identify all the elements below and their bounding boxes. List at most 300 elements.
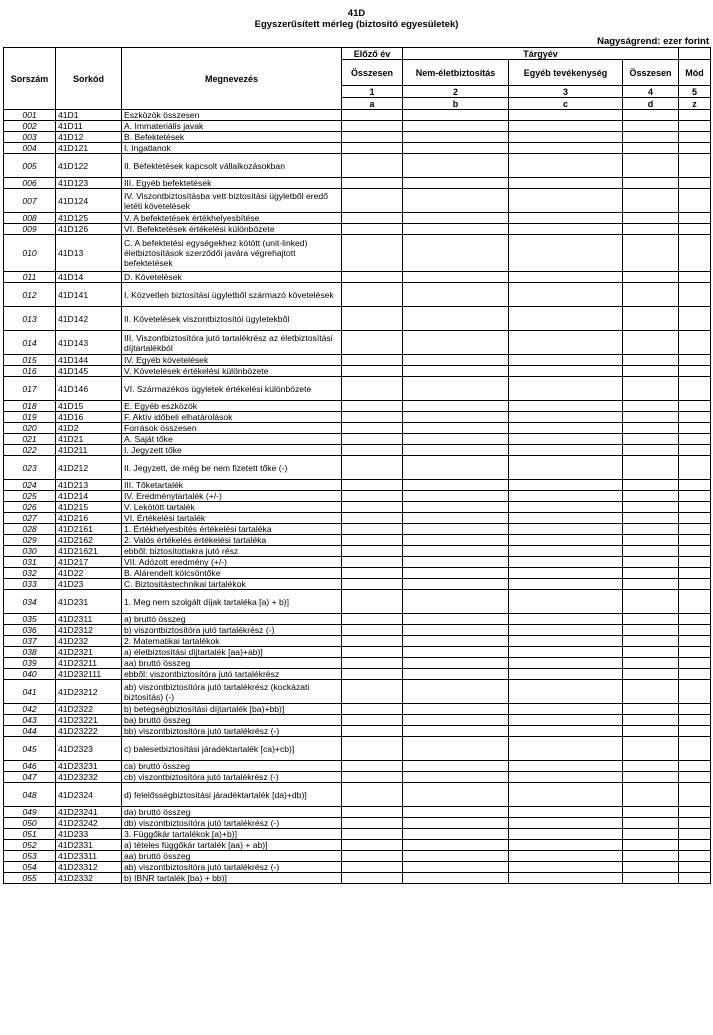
value-cell[interactable] — [342, 456, 403, 480]
value-cell[interactable] — [403, 761, 509, 772]
value-cell[interactable] — [509, 423, 623, 434]
value-cell[interactable] — [679, 366, 711, 377]
value-cell[interactable] — [623, 377, 679, 401]
value-cell[interactable] — [509, 331, 623, 355]
value-cell[interactable] — [403, 154, 509, 178]
value-cell[interactable] — [342, 272, 403, 283]
value-cell[interactable] — [679, 873, 711, 884]
value-cell[interactable] — [342, 213, 403, 224]
row-number: 015 — [4, 355, 56, 366]
value-cell[interactable] — [342, 726, 403, 737]
value-cell[interactable] — [509, 445, 623, 456]
value-cell[interactable] — [509, 658, 623, 669]
value-cell[interactable] — [623, 658, 679, 669]
value-cell[interactable] — [623, 647, 679, 658]
value-cell[interactable] — [679, 579, 711, 590]
value-cell[interactable] — [342, 235, 403, 272]
value-cell[interactable] — [403, 557, 509, 568]
value-cell[interactable] — [679, 412, 711, 423]
value-cell[interactable] — [679, 355, 711, 366]
value-cell[interactable] — [342, 590, 403, 614]
value-cell[interactable] — [623, 143, 679, 154]
value-cell[interactable] — [623, 761, 679, 772]
value-cell[interactable] — [509, 579, 623, 590]
value-cell[interactable] — [623, 625, 679, 636]
value-cell[interactable] — [623, 423, 679, 434]
row-number: 008 — [4, 213, 56, 224]
value-cell[interactable] — [509, 873, 623, 884]
value-cell[interactable] — [623, 772, 679, 783]
value-cell[interactable] — [509, 213, 623, 224]
value-cell[interactable] — [403, 307, 509, 331]
value-cell[interactable] — [679, 851, 711, 862]
row-number: 010 — [4, 235, 56, 272]
value-cell[interactable] — [509, 851, 623, 862]
value-cell[interactable] — [403, 423, 509, 434]
value-cell[interactable] — [403, 132, 509, 143]
value-cell[interactable] — [623, 873, 679, 884]
value-cell[interactable] — [623, 524, 679, 535]
value-cell[interactable] — [509, 513, 623, 524]
row-name: B. Befektetések — [122, 132, 342, 143]
row-code: 41D23212 — [56, 680, 122, 704]
value-cell[interactable] — [679, 546, 711, 557]
value-cell[interactable] — [623, 110, 679, 121]
value-cell[interactable] — [623, 366, 679, 377]
table-row — [4, 143, 711, 154]
value-cell[interactable] — [623, 235, 679, 272]
value-cell[interactable] — [403, 272, 509, 283]
value-cell[interactable] — [679, 704, 711, 715]
value-cell[interactable] — [679, 737, 711, 761]
value-cell[interactable] — [403, 121, 509, 132]
value-cell[interactable] — [403, 818, 509, 829]
value-cell[interactable] — [342, 307, 403, 331]
value-cell[interactable] — [403, 235, 509, 272]
value-cell[interactable] — [403, 331, 509, 355]
value-cell[interactable] — [342, 132, 403, 143]
value-cell[interactable] — [342, 331, 403, 355]
value-cell[interactable] — [509, 590, 623, 614]
value-cell[interactable] — [623, 272, 679, 283]
value-cell[interactable] — [403, 502, 509, 513]
row-name: C. Biztosítástechnikai tartalékok — [122, 579, 342, 590]
value-cell[interactable] — [342, 818, 403, 829]
value-cell[interactable] — [403, 851, 509, 862]
value-cell[interactable] — [403, 110, 509, 121]
value-cell[interactable] — [623, 636, 679, 647]
value-cell[interactable] — [623, 726, 679, 737]
value-cell[interactable] — [679, 178, 711, 189]
value-cell[interactable] — [403, 456, 509, 480]
value-cell[interactable] — [679, 783, 711, 807]
value-cell[interactable] — [403, 401, 509, 412]
value-cell[interactable] — [623, 154, 679, 178]
value-cell[interactable] — [342, 445, 403, 456]
value-cell[interactable] — [403, 412, 509, 423]
value-cell[interactable] — [623, 862, 679, 873]
value-cell[interactable] — [342, 761, 403, 772]
value-cell[interactable] — [679, 647, 711, 658]
value-cell[interactable] — [623, 807, 679, 818]
value-cell[interactable] — [403, 840, 509, 851]
value-cell[interactable] — [623, 818, 679, 829]
value-cell[interactable] — [509, 401, 623, 412]
value-cell[interactable] — [679, 235, 711, 272]
value-cell[interactable] — [679, 377, 711, 401]
value-cell[interactable] — [679, 224, 711, 235]
value-cell[interactable] — [623, 851, 679, 862]
value-cell[interactable] — [679, 121, 711, 132]
value-cell[interactable] — [403, 614, 509, 625]
value-cell[interactable] — [679, 818, 711, 829]
value-cell[interactable] — [342, 737, 403, 761]
value-cell[interactable] — [403, 213, 509, 224]
value-cell[interactable] — [623, 669, 679, 680]
value-cell[interactable] — [342, 121, 403, 132]
value-cell[interactable] — [342, 568, 403, 579]
value-cell[interactable] — [403, 434, 509, 445]
value-cell[interactable] — [403, 647, 509, 658]
value-cell[interactable] — [342, 224, 403, 235]
value-cell[interactable] — [342, 143, 403, 154]
value-cell[interactable] — [342, 502, 403, 513]
value-cell[interactable] — [342, 625, 403, 636]
value-cell[interactable] — [403, 377, 509, 401]
value-cell[interactable] — [623, 546, 679, 557]
value-cell[interactable] — [342, 704, 403, 715]
value-cell[interactable] — [509, 783, 623, 807]
value-cell[interactable] — [679, 110, 711, 121]
value-cell[interactable] — [679, 614, 711, 625]
value-cell[interactable] — [623, 445, 679, 456]
value-cell[interactable] — [403, 625, 509, 636]
col-letter: d — [623, 98, 679, 110]
value-cell[interactable] — [679, 456, 711, 480]
value-cell[interactable] — [679, 491, 711, 502]
value-cell[interactable] — [509, 377, 623, 401]
value-cell[interactable] — [679, 568, 711, 579]
value-cell[interactable] — [623, 331, 679, 355]
row-code: 41D146 — [56, 377, 122, 401]
value-cell[interactable] — [403, 658, 509, 669]
value-cell[interactable] — [342, 614, 403, 625]
value-cell[interactable] — [623, 579, 679, 590]
value-cell[interactable] — [509, 568, 623, 579]
row-number: 009 — [4, 224, 56, 235]
value-cell[interactable] — [342, 535, 403, 546]
value-cell[interactable] — [342, 636, 403, 647]
value-cell[interactable] — [403, 491, 509, 502]
value-cell[interactable] — [679, 590, 711, 614]
value-cell[interactable] — [509, 154, 623, 178]
value-cell[interactable] — [679, 480, 711, 491]
value-cell[interactable] — [403, 568, 509, 579]
value-cell[interactable] — [509, 807, 623, 818]
row-code: 41D21 — [56, 434, 122, 445]
value-cell[interactable] — [623, 513, 679, 524]
value-cell[interactable] — [403, 355, 509, 366]
value-cell[interactable] — [623, 704, 679, 715]
row-code: 41D23222 — [56, 726, 122, 737]
value-cell[interactable] — [679, 726, 711, 737]
value-cell[interactable] — [623, 189, 679, 213]
value-cell[interactable] — [679, 761, 711, 772]
table-row — [4, 154, 711, 178]
value-cell[interactable] — [342, 658, 403, 669]
value-cell[interactable] — [342, 355, 403, 366]
row-name: Eszközök összesen — [122, 110, 342, 121]
value-cell[interactable] — [342, 680, 403, 704]
value-cell[interactable] — [509, 862, 623, 873]
value-cell[interactable] — [342, 434, 403, 445]
value-cell[interactable] — [679, 213, 711, 224]
value-cell[interactable] — [679, 272, 711, 283]
value-cell[interactable] — [509, 307, 623, 331]
value-cell[interactable] — [403, 535, 509, 546]
value-cell[interactable] — [679, 423, 711, 434]
value-cell[interactable] — [403, 590, 509, 614]
value-cell[interactable] — [679, 401, 711, 412]
value-cell[interactable] — [342, 412, 403, 423]
value-cell[interactable] — [342, 772, 403, 783]
row-number: 013 — [4, 307, 56, 331]
value-cell[interactable] — [509, 625, 623, 636]
value-cell[interactable] — [403, 772, 509, 783]
value-cell[interactable] — [623, 535, 679, 546]
value-cell[interactable] — [509, 412, 623, 423]
row-name: VI. Befektetések értékelési különbözete — [122, 224, 342, 235]
value-cell[interactable] — [403, 178, 509, 189]
value-cell[interactable] — [403, 366, 509, 377]
row-number: 051 — [4, 829, 56, 840]
value-cell[interactable] — [509, 189, 623, 213]
value-cell[interactable] — [679, 829, 711, 840]
value-cell[interactable] — [509, 726, 623, 737]
value-cell[interactable] — [403, 283, 509, 307]
value-cell[interactable] — [509, 283, 623, 307]
value-cell[interactable] — [623, 783, 679, 807]
row-name: aa) bruttó összeg — [122, 658, 342, 669]
value-cell[interactable] — [509, 557, 623, 568]
value-cell[interactable] — [403, 737, 509, 761]
value-cell[interactable] — [342, 647, 403, 658]
value-cell[interactable] — [509, 366, 623, 377]
value-cell[interactable] — [679, 669, 711, 680]
value-cell[interactable] — [509, 737, 623, 761]
row-code: 41D215 — [56, 502, 122, 513]
value-cell[interactable] — [679, 840, 711, 851]
value-cell[interactable] — [509, 434, 623, 445]
value-cell[interactable] — [342, 423, 403, 434]
value-cell[interactable] — [403, 546, 509, 557]
value-cell[interactable] — [679, 502, 711, 513]
value-cell[interactable] — [623, 557, 679, 568]
value-cell[interactable] — [509, 715, 623, 726]
value-cell[interactable] — [342, 546, 403, 557]
value-cell[interactable] — [403, 807, 509, 818]
value-cell[interactable] — [342, 807, 403, 818]
value-cell[interactable] — [403, 224, 509, 235]
value-cell[interactable] — [403, 669, 509, 680]
value-cell[interactable] — [509, 491, 623, 502]
row-number: 017 — [4, 377, 56, 401]
value-cell[interactable] — [509, 680, 623, 704]
value-cell[interactable] — [623, 132, 679, 143]
value-cell[interactable] — [509, 132, 623, 143]
value-cell[interactable] — [342, 154, 403, 178]
value-cell[interactable] — [509, 121, 623, 132]
value-cell[interactable] — [342, 862, 403, 873]
value-cell[interactable] — [679, 132, 711, 143]
value-cell[interactable] — [679, 535, 711, 546]
value-cell[interactable] — [509, 224, 623, 235]
value-cell[interactable] — [679, 557, 711, 568]
value-cell[interactable] — [509, 110, 623, 121]
value-cell[interactable] — [679, 331, 711, 355]
value-cell[interactable] — [679, 143, 711, 154]
value-cell[interactable] — [509, 829, 623, 840]
value-cell[interactable] — [342, 513, 403, 524]
value-cell[interactable] — [509, 502, 623, 513]
value-cell[interactable] — [403, 715, 509, 726]
value-cell[interactable] — [509, 614, 623, 625]
value-cell[interactable] — [403, 445, 509, 456]
value-cell[interactable] — [509, 818, 623, 829]
row-name: aa) bruttó összeg — [122, 851, 342, 862]
value-cell[interactable] — [509, 235, 623, 272]
value-cell[interactable] — [679, 283, 711, 307]
value-cell[interactable] — [403, 636, 509, 647]
value-cell[interactable] — [509, 647, 623, 658]
value-cell[interactable] — [342, 178, 403, 189]
value-cell[interactable] — [623, 412, 679, 423]
value-cell[interactable] — [403, 143, 509, 154]
value-cell[interactable] — [623, 213, 679, 224]
value-cell[interactable] — [342, 110, 403, 121]
value-cell[interactable] — [679, 434, 711, 445]
value-cell[interactable] — [623, 224, 679, 235]
value-cell[interactable] — [342, 783, 403, 807]
value-cell[interactable] — [623, 590, 679, 614]
value-cell[interactable] — [679, 772, 711, 783]
row-code: 41D12 — [56, 132, 122, 143]
value-cell[interactable] — [342, 851, 403, 862]
value-cell[interactable] — [623, 434, 679, 445]
value-cell[interactable] — [403, 189, 509, 213]
value-cell[interactable] — [623, 680, 679, 704]
value-cell[interactable] — [342, 715, 403, 726]
value-cell[interactable] — [403, 513, 509, 524]
value-cell[interactable] — [679, 625, 711, 636]
value-cell[interactable] — [623, 283, 679, 307]
value-cell[interactable] — [679, 189, 711, 213]
value-cell[interactable] — [509, 178, 623, 189]
row-name: A. Immateriális javak — [122, 121, 342, 132]
value-cell[interactable] — [403, 726, 509, 737]
value-cell[interactable] — [342, 829, 403, 840]
table-row — [4, 546, 711, 557]
value-cell[interactable] — [623, 178, 679, 189]
value-cell[interactable] — [403, 524, 509, 535]
value-cell[interactable] — [509, 480, 623, 491]
value-cell[interactable] — [509, 772, 623, 783]
value-cell[interactable] — [509, 704, 623, 715]
value-cell[interactable] — [623, 491, 679, 502]
value-cell[interactable] — [623, 456, 679, 480]
value-cell[interactable] — [679, 658, 711, 669]
value-cell[interactable] — [342, 557, 403, 568]
value-cell[interactable] — [679, 307, 711, 331]
value-cell[interactable] — [509, 272, 623, 283]
value-cell[interactable] — [623, 401, 679, 412]
value-cell[interactable] — [403, 480, 509, 491]
value-cell[interactable] — [342, 873, 403, 884]
value-cell[interactable] — [342, 524, 403, 535]
value-cell[interactable] — [623, 502, 679, 513]
value-cell[interactable] — [509, 546, 623, 557]
value-cell[interactable] — [342, 366, 403, 377]
value-cell[interactable] — [623, 568, 679, 579]
value-cell[interactable] — [679, 524, 711, 535]
value-cell[interactable] — [623, 307, 679, 331]
value-cell[interactable] — [403, 704, 509, 715]
value-cell[interactable] — [509, 636, 623, 647]
value-cell[interactable] — [342, 377, 403, 401]
value-cell[interactable] — [623, 355, 679, 366]
value-cell[interactable] — [509, 669, 623, 680]
value-cell[interactable] — [679, 680, 711, 704]
value-cell[interactable] — [403, 829, 509, 840]
value-cell[interactable] — [403, 862, 509, 873]
value-cell[interactable] — [679, 445, 711, 456]
value-cell[interactable] — [403, 579, 509, 590]
value-cell[interactable] — [679, 715, 711, 726]
value-cell[interactable] — [403, 783, 509, 807]
value-cell[interactable] — [679, 154, 711, 178]
value-cell[interactable] — [342, 480, 403, 491]
value-cell[interactable] — [623, 480, 679, 491]
value-cell[interactable] — [342, 669, 403, 680]
value-cell[interactable] — [623, 715, 679, 726]
value-cell[interactable] — [342, 491, 403, 502]
value-cell[interactable] — [509, 535, 623, 546]
value-cell[interactable] — [342, 840, 403, 851]
value-cell[interactable] — [679, 513, 711, 524]
value-cell[interactable] — [509, 143, 623, 154]
value-cell[interactable] — [679, 807, 711, 818]
value-cell[interactable] — [342, 189, 403, 213]
value-cell[interactable] — [403, 873, 509, 884]
value-cell[interactable] — [342, 579, 403, 590]
value-cell[interactable] — [509, 355, 623, 366]
value-cell[interactable] — [509, 761, 623, 772]
value-cell[interactable] — [342, 401, 403, 412]
value-cell[interactable] — [679, 636, 711, 647]
value-cell[interactable] — [623, 840, 679, 851]
value-cell[interactable] — [403, 680, 509, 704]
value-cell[interactable] — [623, 737, 679, 761]
value-cell[interactable] — [509, 840, 623, 851]
value-cell[interactable] — [342, 283, 403, 307]
value-cell[interactable] — [509, 456, 623, 480]
table-row — [4, 524, 711, 535]
value-cell[interactable] — [679, 862, 711, 873]
value-cell[interactable] — [623, 829, 679, 840]
value-cell[interactable] — [623, 614, 679, 625]
value-cell[interactable] — [509, 524, 623, 535]
value-cell[interactable] — [623, 121, 679, 132]
